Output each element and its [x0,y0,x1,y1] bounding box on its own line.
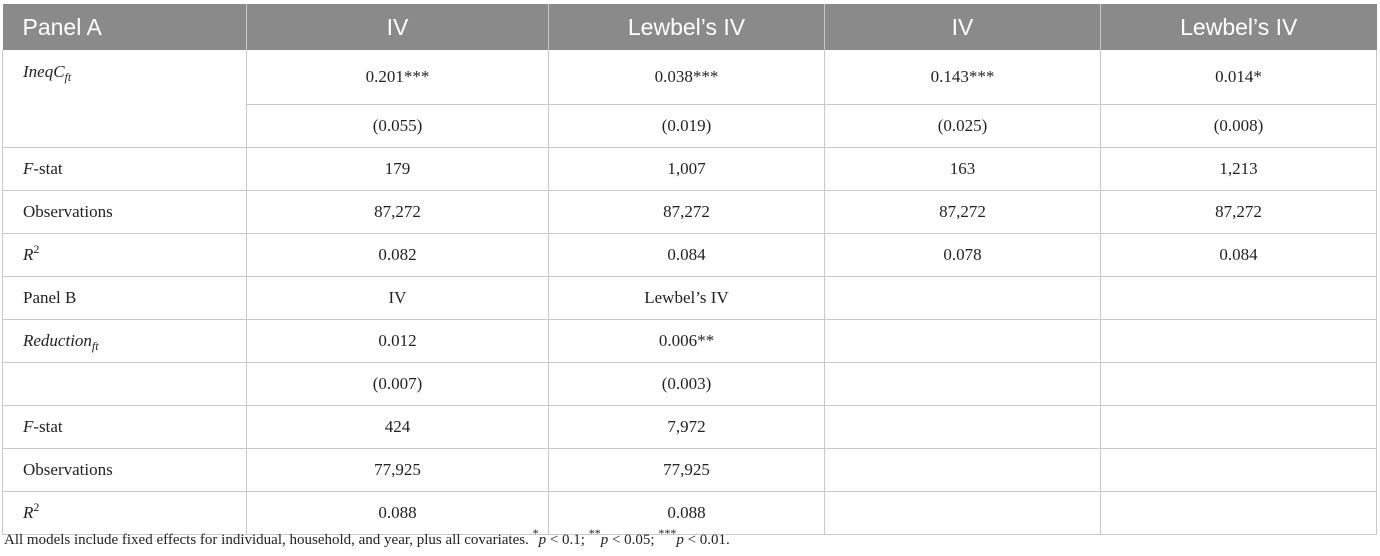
cell-coef-3: 0.143*** [825,50,1101,104]
header-col-4: Lewbel’s IV [1101,4,1377,50]
cell-se-2: (0.019) [549,104,825,147]
cell-b-se-1: (0.007) [247,362,549,405]
cell-obs-3: 87,272 [825,190,1101,233]
cell-empty [825,448,1101,491]
cell-empty [825,491,1101,534]
cell-obs-2: 87,272 [549,190,825,233]
cell-empty [1101,362,1377,405]
cell-b-se-2: (0.003) [549,362,825,405]
cell-b-fstat-2: 7,972 [549,405,825,448]
row-label-fstat: F-stat [3,405,247,448]
cell-b-obs-1: 77,925 [247,448,549,491]
cell-r2-2: 0.084 [549,233,825,276]
row-label-panel-b: Panel B [3,276,247,319]
cell-panel-b-col-1: IV [247,276,549,319]
row-label-fstat: F-stat [3,147,247,190]
cell-b-r2-1: 0.088 [247,491,549,534]
cell-empty [825,362,1101,405]
cell-empty [825,319,1101,362]
cell-empty [1101,319,1377,362]
cell-coef-1: 0.201*** [247,50,549,104]
header-panel-a: Panel A [3,4,247,50]
table-row [3,448,1377,491]
table-row [3,50,1377,104]
cell-fstat-4: 1,213 [1101,147,1377,190]
cell-empty [825,276,1101,319]
table-row [3,104,1377,147]
row-label-observations: Observations [3,448,247,491]
table-row [3,319,1377,362]
table-row [3,362,1377,405]
cell-fstat-2: 1,007 [549,147,825,190]
cell-empty [1101,405,1377,448]
row-label-reduction: Reduction$_{ft}$ [3,319,247,362]
table-row [3,405,1377,448]
cell-r2-3: 0.078 [825,233,1101,276]
table-row [3,190,1377,233]
table-row [3,491,1377,534]
cell-se-1: (0.055) [247,104,549,147]
header-col-1: IV [247,4,549,50]
cell-empty [825,405,1101,448]
cell-se-3: (0.025) [825,104,1101,147]
row-label-ineqc: IneqC$_{ft}$ [3,50,247,104]
cell-b-r2-2: 0.088 [549,491,825,534]
cell-b-coef-1: 0.012 [247,319,549,362]
table-header [3,4,1377,50]
row-label-r2: $R^2$ [3,491,247,534]
cell-se-4: (0.008) [1101,104,1377,147]
cell-panel-b-col-2: Lewbel’s IV [549,276,825,319]
header-col-2: Lewbel’s IV [549,4,825,50]
cell-obs-4: 87,272 [1101,190,1377,233]
row-label-observations: Observations [3,190,247,233]
cell-r2-4: 0.084 [1101,233,1377,276]
cell-r2-1: 0.082 [247,233,549,276]
cell-b-coef-2: 0.006** [549,319,825,362]
header-row [3,4,1377,50]
row-label-empty [3,104,247,147]
cell-empty [1101,491,1377,534]
table-row [3,233,1377,276]
header-col-3: IV [825,4,1101,50]
table-body [3,50,1377,534]
cell-b-fstat-1: 424 [247,405,549,448]
results-table [2,4,1377,535]
cell-b-obs-2: 77,925 [549,448,825,491]
row-label-r2: $R^2$ [3,233,247,276]
table-row [3,276,1377,319]
cell-coef-4: 0.014* [1101,50,1377,104]
table-row [3,147,1377,190]
cell-fstat-3: 163 [825,147,1101,190]
cell-empty [1101,276,1377,319]
row-label-empty [3,362,247,405]
cell-empty [1101,448,1377,491]
cell-coef-2: 0.038*** [549,50,825,104]
cell-fstat-1: 179 [247,147,549,190]
cell-obs-1: 87,272 [247,190,549,233]
table-footnote: All models include fixed effects for individual, household, and year, plus all covariates. *p < 0.1; **p < 0.05; ***p < 0.01. [4,526,730,548]
